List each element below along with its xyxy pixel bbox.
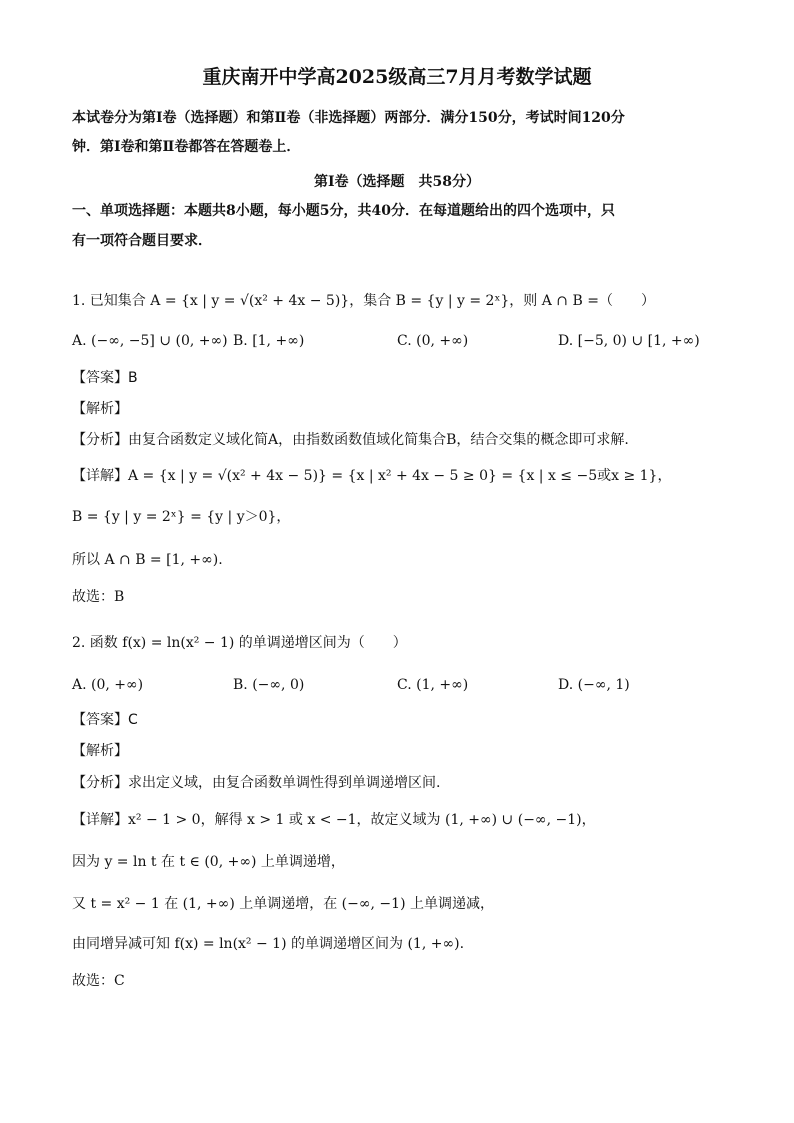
q1-option-a: A. (−∞, −5] ∪ (0, +∞)	[72, 333, 228, 349]
q1-jiexi: 【解析】	[72, 401, 128, 417]
part-one-line-2: 有一项符合题目要求．	[72, 233, 212, 249]
q1-option-d: D. [−5, 0) ∪ [1, +∞)	[558, 333, 700, 349]
q1-stem: 1. 已知集合 A = {x | y = √(x² + 4x − 5)}，集合 B = {y | y = 2ˣ}，则 A ∩ B =（ ）	[72, 293, 655, 309]
q1-detail-2: B = {y | y = 2ˣ} = {y | y＞0}，	[72, 509, 291, 525]
q1-option-c: C. (0, +∞)	[397, 333, 469, 349]
q2-detail-3: 又 t = x² − 1 在 (1, +∞) 上单调递增，在 (−∞, −1) 上单调递减，	[72, 896, 494, 912]
q1-detail-3: 所以 A ∩ B = [1, +∞).	[72, 552, 223, 568]
exam-title: 重庆南开中学高2025级高三7月月考数学试题	[202, 66, 592, 88]
q1-analysis: 【分析】由复合函数定义域化简A，由指数函数值域化简集合B，结合交集的概念即可求解.	[72, 432, 629, 448]
intro-line-2: 钟．第Ⅰ卷和第Ⅱ卷都答在答题卷上．	[72, 139, 301, 155]
q2-analysis: 【分析】求出定义域，由复合函数单调性得到单调递增区间.	[72, 775, 441, 791]
q2-detail-2: 因为 y = ln t 在 t ∈ (0, +∞) 上单调递增，	[72, 854, 345, 870]
q2-detail-1: 【详解】x² − 1 > 0，解得 x > 1 或 x < −1，故定义域为 (1, +∞) ∪ (−∞, −1)，	[72, 812, 596, 828]
q1-answer: 【答案】B	[72, 370, 138, 386]
q2-option-d: D. (−∞, 1)	[558, 677, 630, 693]
intro-line-1: 本试卷分为第Ⅰ卷（选择题）和第Ⅱ卷（非选择题）两部分．满分150分，考试时间120分	[72, 110, 625, 126]
q2-option-c: C. (1, +∞)	[397, 677, 469, 693]
section-header: 第Ⅰ卷（选择题 共58分）	[313, 174, 481, 190]
q2-stem: 2. 函数 f(x) = ln(x² − 1) 的单调递增区间为（ ）	[72, 635, 407, 651]
q1-choice: 故选：B	[72, 589, 125, 605]
q2-option-b: B. (−∞, 0)	[233, 677, 305, 693]
q2-option-a: A. (0, +∞)	[72, 677, 144, 693]
q2-answer: 【答案】C	[72, 712, 138, 728]
q1-detail-1: 【详解】A = {x | y = √(x² + 4x − 5)} = {x | x² + 4x − 5 ≥ 0} = {x | x ≤ −5或x ≥ 1}，	[72, 468, 672, 484]
q2-detail-4: 由同增异减可知 f(x) = ln(x² − 1) 的单调递增区间为 (1, +∞).	[72, 936, 465, 952]
q2-choice: 故选：C	[72, 973, 125, 989]
part-one-line-1: 一、单项选择题：本题共8小题，每小题5分，共40分．在每道题给出的四个选项中，只	[72, 203, 615, 219]
q2-jiexi: 【解析】	[72, 743, 128, 759]
q1-option-b: B. [1, +∞)	[233, 333, 305, 349]
